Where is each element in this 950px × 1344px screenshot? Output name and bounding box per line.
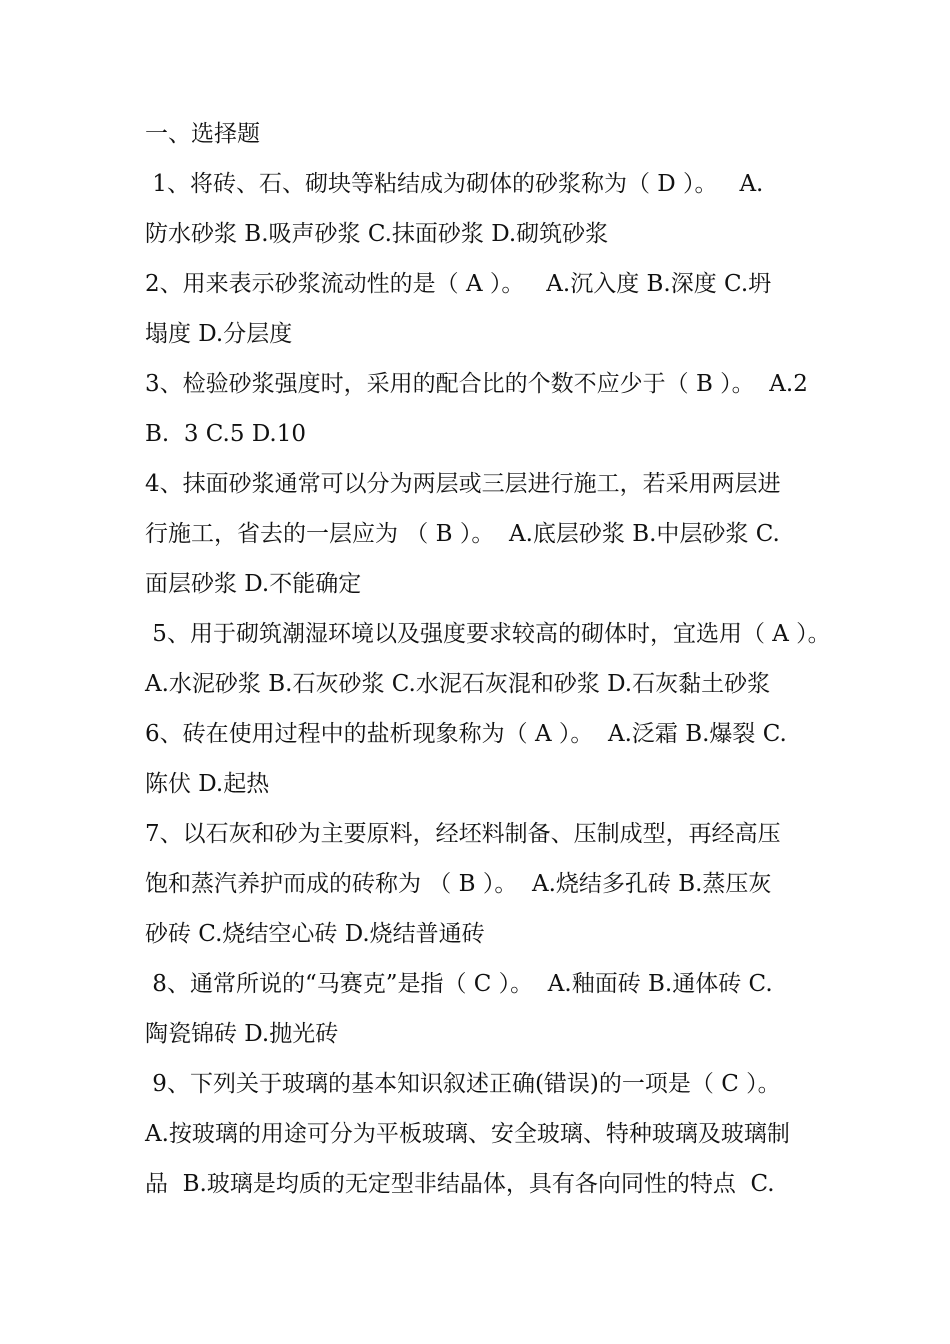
text-line: A.水泥砂浆 B.石灰砂浆 C.水泥石灰混和砂浆 D.石灰黏土砂浆: [145, 671, 771, 697]
text-line: 3、检验砂浆强度时，采用的配合比的个数不应少于（ B ）。 A.2: [145, 371, 808, 397]
text-line: 行施工，省去的一层应为 （ B ）。 A.底层砂浆 B.中层砂浆 C.: [145, 521, 780, 547]
text-line: 饱和蒸汽养护而成的砖称为 （ B ）。 A.烧结多孔砖 B.蒸压灰: [145, 871, 772, 897]
text-line: B. 3 C.5 D.10: [145, 421, 307, 447]
section-title: 一、选择题: [145, 121, 260, 147]
text-line: 2、用来表示砂浆流动性的是（ A ）。 A.沉入度 B.深度 C.坍: [145, 271, 772, 297]
text-line: 1、将砖、石、砌块等粘结成为砌体的砂浆称为（ D ）。 A.: [145, 171, 764, 197]
text-line: 陈伏 D.起热: [145, 771, 270, 797]
text-line: 陶瓷锦砖 D.抛光砖: [145, 1021, 339, 1047]
text-line: 9、下列关于玻璃的基本知识叙述正确(错误)的一项是（ C ）。: [145, 1071, 781, 1097]
text-line: 6、砖在使用过程中的盐析现象称为（ A ）。 A.泛霜 B.爆裂 C.: [145, 721, 787, 747]
text-line: 防水砂浆 B.吸声砂浆 C.抹面砂浆 D.砌筑砂浆: [145, 221, 609, 247]
text-line: 4、抹面砂浆通常可以分为两层或三层进行施工，若采用两层进: [145, 471, 781, 497]
text-line: 砂砖 C.烧结空心砖 D.烧结普通砖: [145, 921, 485, 947]
text-line: 8、通常所说的“马赛克”是指（ C ）。 A.釉面砖 B.通体砖 C.: [145, 971, 773, 997]
text-line: 7、以石灰和砂为主要原料，经坯料制备、压制成型，再经高压: [145, 821, 781, 847]
text-line: 面层砂浆 D.不能确定: [145, 571, 362, 597]
text-line: 5、用于砌筑潮湿环境以及强度要求较高的砌体时，宜选用（ A ）。: [145, 621, 831, 647]
text-line: A.按玻璃的用途可分为平板玻璃、安全玻璃、特种玻璃及玻璃制: [145, 1121, 790, 1147]
text-line: 品 B.玻璃是均质的无定型非结晶体，具有各向同性的特点 C.: [145, 1171, 775, 1197]
text-line: 塌度 D.分层度: [145, 321, 293, 347]
